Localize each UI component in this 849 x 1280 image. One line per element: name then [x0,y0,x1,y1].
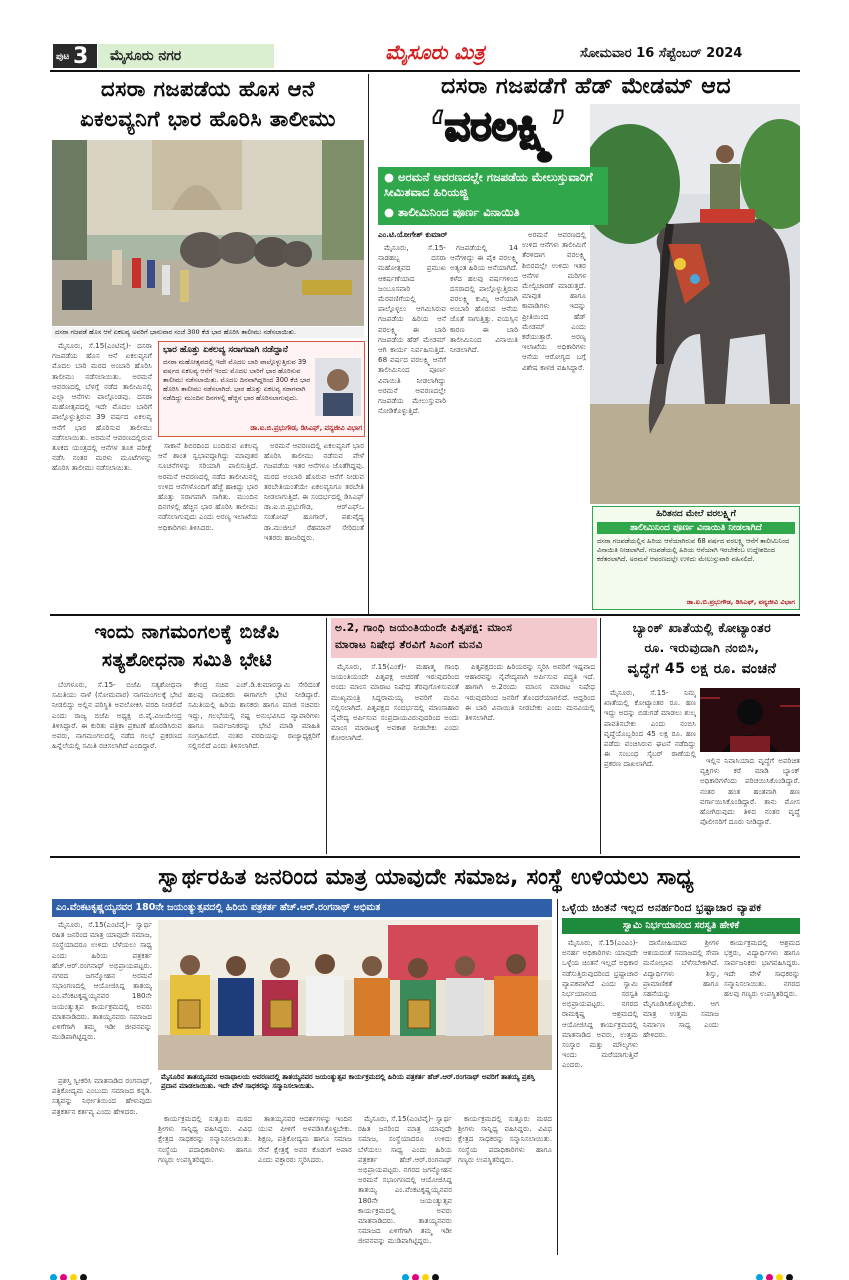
page-header [0,0,849,70]
story5-body-col1 [604,688,696,852]
story2-body-col3 [522,230,586,608]
story5-body-col2 [700,756,800,852]
story6-body-col1b [52,1076,152,1254]
story2-bullet2: ● ತಾಲೀಮಿನಿಂದ ಪೂರ್ಣ ವಿನಾಯಿತಿ [384,205,520,219]
story6-body-col3-text: ತಾತಯ್ಯನವರ ಆದರ್ಶಗಳನ್ನು ಇಂದಿನ ಯುವ ಪೀಳಿಗೆ ಅಳವಡಿಸಿಕೊಳ್ಳಬೇಕು. ಶಿಕ್ಷಣ, ಪತ್ರಿಕೋದ್ಯಮ ಹಾಗೂ ಸಮಾಜ ಸೇವೆ ಕ್ಷೇತ್ರಕ್ಕೆ ಅವರ ಕೊಡುಗೆ ಅಪಾರ ಎಂದು ವಕ್ತಾರರು ಸ್ಮರಿಸಿದರು. [258,1114,352,1164]
story1-quote-body: ದಸರಾ ಮಹೋತ್ಸವದಲ್ಲಿ ಇದೇ ಮೊದಲ ಬಾರಿ ಪಾಲ್ಗೊಳ್ಳುತ್ತಿರುವ 39 ವರ್ಷದ ಏಕಲವ್ಯ ಆನೆಗೆ ಇಂದು ಮೊದಲ ಬಾರಿಗೆ ಭಾರ ಹೊರಿಸುವ ತಾಲೀಮು ನಡೆಸಲಾಯಿತು. ಮೊದಲ ದಿನವಾಗಿದ್ದರಿಂದ 300 ಕೆಜಿ ಭಾರ ಹೊರಿಸಿ ತಾಲೀಮು ನಡೆಸಲಾಗಿದೆ. ಭಾರ ಹೊತ್ತು ಏಕಲವ್ಯ ಸರಾಗವಾಗಿ ನಡೆದಿದ್ದು ಮುಂದಿನ ದಿನಗಳಲ್ಲಿ ಹೆಚ್ಚಿನ ಭಾರ ಹೊರಿಸಲಾಗುವುದು. [163,358,311,402]
registration-dot [432,1274,439,1280]
header-rule [50,70,800,72]
story5-headline-line1: ಬ್ಯಾಂಕ್ ಖಾತೆಯಲ್ಲಿ ಕೋಟ್ಯಾಂತರ [632,620,772,635]
story1-quote-author: ಡಾ.ಐ.ಬಿ.ಪ್ರಭುಗೌಡ, ಡಿಸಿಎಫ್, ವನ್ಯಜೀವಿ ವಿಭಾಗ [250,424,362,432]
story6-body-col1-text: ಮೈಸೂರು, ಸೆ.15(ಎಂಟಿವೈ)- ಸ್ವಾರ್ಥ ರಹಿತ ಜನರಿಂದ ಮಾತ್ರ ಯಾವುದೇ ಸಮಾಜ, ಸಂಸ್ಥೆಯಾದರೂ ಉಳಿದು ಬೆಳೆಯಲು ಸಾಧ್ಯ ಎಂದು ಹಿರಿಯ ಪತ್ರಕರ್ತ ಹೆಚ್.ಆರ್.ರಂಗನಾಥ್ ಅಭಿಪ್ರಾಯಪಟ್ಟರು. ನಗರದ ಜಗನ್ಮೋಹನ ಅರಮನೆ ಸಭಾಂಗಣದಲ್ಲಿ ಆಯೋಜಿಸಿದ್ದ ತಾತಯ್ಯ ಎಂ.ವೆಂಕಟಕೃಷ್ಣಯ್ಯನವರ 180ನೇ ಜಯಂತ್ಯುತ್ಸವ ಕಾರ್ಯಕ್ರಮದಲ್ಲಿ ಅವರು ಮಾತನಾಡಿದರು. ತಾತಯ್ಯನವರು ಸಮಾಜದ ಏಳಿಗೆಗಾಗಿ ತಮ್ಮ ಇಡೀ ಜೀವನವನ್ನು ಮುಡಿಪಾಗಿಟ್ಟಿದ್ದರು. [52,920,152,1042]
story2-info-box [592,506,800,610]
story2-info-author: ಡಾ.ಐ.ಬಿ.ಪ್ರಭುಗೌಡ, ಡಿಸಿಎಫ್, ವನ್ಯಜೀವಿ ವಿಭಾಗ [686,598,795,606]
registration-dot [412,1274,419,1280]
section-label-box [98,44,274,68]
story1-photo-caption: ದಸರಾ ಗಜಪಡೆ ಹೊಸ ಆನೆ ಏಕಲವ್ಯ ಅವರಿಗೆ ಭಾನುವಾರ ಸಂಜೆ 300 ಕೆಜಿ ಭಾರ ಹೊರಿಸಿ ತಾಲೀಮು ನಡೆಸಲಾಯಿತು. [52,327,364,338]
story6-body-col1 [52,920,152,1072]
story7-body-col2-text: ದಾಸೋಹಿಯಾದ ಶ್ರೀಗಳ ಆಶಯದಂತೆ ಸಮಾಜದಲ್ಲಿ ಸೇವಾ ಮನೋಭಾವ ಬೆಳೆಸಬೇಕಾಗಿದೆ. ವಿದ್ಯಾರ್ಥಿಗಳು ಶಿಸ್ತು, ಪ್ರಾಮಾಣಿಕತೆ ಹಾಗೂ ಸಹನೆಯನ್ನು ಮೈಗೂಡಿಸಿಕೊಳ್ಳಬೇಕು. ಆಗ ಮಾತ್ರ ಉತ್ತಮ ಸಮಾಜ ನಿರ್ಮಾಣ ಸಾಧ್ಯ ಎಂದು ಹೇಳಿದರು. [643,938,719,1039]
story1-headline-line2: ಏಕಲವ್ಯನಿಗೆ ಭಾರ ಹೊರಿಸಿ ತಾಲೀಮು [80,107,336,131]
story6-body-col3 [258,1114,352,1254]
story1-body-col2-text: ಸಾಕಾನೆ ಶಿಬಿರದಿಂದ ಬಂದಿರುವ ಏಕಲವ್ಯ ಆನೆ ಶಾಂತ ಸ್ವಭಾವದ್ದಾಗಿದ್ದು ಮಾವುತರ ಸೂಚನೆಗಳನ್ನು ಸರಿಯಾಗಿ ಪಾಲಿಸುತ್ತಿದೆ. ಅರಮನೆ ಆವರಣದಲ್ಲಿ ನಡೆದ ತಾಲೀಮಿನಲ್ಲಿ ಉಳಿದ ಆನೆಗಳೊಂದಿಗೆ ಹೆಜ್ಜೆ ಹಾಕಿದ್ದು ಭಾರ ಹೊತ್ತು ಸರಾಗವಾಗಿ ಸಾಗಿತು. ಮುಂದಿನ ದಿನಗಳಲ್ಲಿ ಹೆಚ್ಚಿನ ಭಾರ ಹೊರಿಸಿ ತಾಲೀಮು ನಡೆಸಲಾಗುವುದು ಎಂದು ಅರಣ್ಯ ಇಲಾಖೆಯ ಅಧಿಕಾರಿಗಳು ತಿಳಿಸಿದರು. [158,441,258,532]
section-title: ಮೈಸೂರು ನಗರ [110,48,182,64]
award-ceremony-image [158,920,552,1070]
section-rule [50,614,800,616]
story6-body-col4-text: ಮೈಸೂರು, ಸೆ.15(ಎಂಟಿವೈ)- ಸ್ವಾರ್ಥ ರಹಿತ ಜನರಿಂದ ಮಾತ್ರ ಯಾವುದೇ ಸಮಾಜ, ಸಂಸ್ಥೆಯಾದರೂ ಉಳಿದು ಬೆಳೆಯಲು ಸಾಧ್ಯ ಎಂದು ಹಿರಿಯ ಪತ್ರಕರ್ತ ಹೆಚ್.ಆರ್.ರಂಗನಾಥ್ ಅಭಿಪ್ರಾಯಪಟ್ಟರು. ನಗರದ ಜಗನ್ಮೋಹನ ಅರಮನೆ ಸಭಾಂಗಣದಲ್ಲಿ ಆಯೋಜಿಸಿದ್ದ ತಾತಯ್ಯ ಎಂ.ವೆಂಕಟಕೃಷ್ಣಯ್ಯನವರ 180ನೇ ಜಯಂತ್ಯುತ್ಸವ ಕಾರ್ಯಕ್ರಮದಲ್ಲಿ ಅವರು ಮಾತನಾಡಿದರು. ತಾತಯ್ಯನವರು ಸಮಾಜದ ಏಳಿಗೆಗಾಗಿ ತಮ್ಮ ಇಡೀ ಜೀವನವನ್ನು ಮುಡಿಪಾಗಿಟ್ಟಿದ್ದರು. [358,1114,452,1246]
story2-body-col2 [450,243,518,608]
story2-info-title1: ಹಿರಿತನದ ಮೇಲೆ ವರಲಕ್ಷ್ಮಿಗೆ [656,509,736,519]
story4-body-col2-text: ಪಿತೃಪಕ್ಷದಂದು ಹಿರಿಯರನ್ನು ಸ್ಮರಿಸಿ ಅವರಿಗೆ ಇಷ್ಟವಾದ ಆಹಾರವನ್ನು ನೈವೇದ್ಯವಾಗಿ ಅರ್ಪಿಸುವ ಪದ್ಧತಿ ಇದೆ. ಹಾಗಾಗಿ ಅ.2ರಂದು ಮಾಂಸ ಮಾರಾಟ ನಿಷೇಧ ಇರುವುದರಿಂದ ಜನರಿಗೆ ತೊಂದರೆಯಾಗಲಿದೆ. ಆದ್ದರಿಂದ ಈ ಬಾರಿ ವಿನಾಯಿತಿ ನೀಡಬೇಕು ಎಂದು ಮನವಿಯಲ್ಲಿ ತಿಳಿಸಲಾಗಿದೆ. [465,662,595,723]
story5-headline-line3: ವೃದ್ಧೆಗೆ 45 ಲಕ್ಷ ರೂ. ವಂಚನೆ [627,661,777,677]
registration-marks-left [50,1266,110,1274]
story6-body-col5 [458,1114,552,1254]
registration-marks-right [756,1266,816,1274]
story4-body-col1-text: ಮೈಸೂರು, ಸೆ.15(ಎಂಕೆ)- ಮಹಾತ್ಮ ಗಾಂಧಿ ಜಯಂತಿಯಂದೇ ಪಿತೃಪಕ್ಷ ಆಚರಣೆ ಇರುವುದರಿಂದ ಅಂದು ಮಾಂಸ ಮಾರಾಟ ನಿಷೇಧ ತೆರವುಗೊಳಿಸುವಂತೆ ಮುಖ್ಯಮಂತ್ರಿ ಸಿದ್ದರಾಮಯ್ಯ ಅವರಿಗೆ ಮನವಿ ಸಲ್ಲಿಸಲಾಗಿದೆ. ಪಿತೃಪಕ್ಷದ ಸಂದರ್ಭದಲ್ಲಿ ಮಾಂಸಾಹಾರ ನೈವೇದ್ಯ ಅರ್ಪಿಸುವ ಸಂಪ್ರದಾಯವಿರುವುದರಿಂದ ಅಂದು ಮಾಂಸ ಮಾರಾಟಕ್ಕೆ ಅವಕಾಶ ನೀಡಬೇಕು ಎಂದು ಕೋರಲಾಗಿದೆ. [331,662,459,743]
story2-body-col3-text: ಅರಮನೆ ಆವರಣದಲ್ಲಿ ಉಳಿದ ಆನೆಗಳು ತಾಲೀಮಿಗೆ ತೆರಳಿದಾಗ ವರಲಕ್ಷ್ಮಿ ಶಿಬಿರದಲ್ಲೇ ಉಳಿದು ಇತರ ಆನೆಗಳ ಮರಿಗಳ ಮೇಲ್ವಿಚಾರಣೆ ಮಾಡುತ್ತದೆ. ಮಾವುತ ಹಾಗೂ ಕಾವಾಡಿಗಳು ಇದನ್ನು ಪ್ರೀತಿಯಿಂದ ಹೆಡ್ ಮೇಡಮ್ ಎಂದು ಕರೆಯುತ್ತಾರೆ. ಅರಣ್ಯ ಇಲಾಖೆಯ ಅಧಿಕಾರಿಗಳು ಆನೆಯ ಆರೋಗ್ಯದ ಬಗ್ಗೆ ವಿಶೇಷ ಕಾಳಜಿ ವಹಿಸಿದ್ದಾರೆ. [522,230,586,372]
story2-headline-prefix: ದಸರಾ ಗಜಪಡೆಗೆ ಹೆಡ್ ಮೇಡಮ್ ಆದ [440,74,732,99]
story3-headline-line2: ಸತ್ಯಶೋಧನಾ ಸಮಿತಿ ಭೇಟಿ [101,649,273,671]
masthead-logo: ಮೈಸೂರು ಮಿತ್ರ [385,40,485,64]
story1-body-col2 [158,441,258,611]
story7-body-col1-text: ಮೈಸೂರು, ಸೆ.15(ಎಂಎಂ)- ಅನರ್ಹ ಅಧಿಕಾರಿಗಳು ಯಾವುದೇ ಒಳ್ಳೆಯ ಚಿಂತನೆ ಇಲ್ಲದೆ ಅಧಿಕಾರ ನಡೆಸುತ್ತಿರುವುದರಿಂದ ಭ್ರಷ್ಟಾಚಾರ ವ್ಯಾಪಕವಾಗಿದೆ ಎಂದು ಸ್ವಾಮಿ ನಿರ್ಭಯಾನಂದ ಸರಸ್ವತಿ ಅಭಿಪ್ರಾಯಪಟ್ಟರು. ನಗರದ ರಾಮಕೃಷ್ಣ ಆಶ್ರಮದಲ್ಲಿ ಆಯೋಜಿಸಿದ್ದ ಕಾರ್ಯಕ್ರಮದಲ್ಲಿ ಮಾತನಾಡಿದ ಅವರು, ಉತ್ತಮ ಸಂಸ್ಕಾರ ಮತ್ತು ಮೌಲ್ಯಗಳು ಇಂದು ಮರೆಯಾಗುತ್ತಿವೆ ಎಂದರು. [562,938,638,1070]
story1-headline-line1: ದಸರಾ ಗಜಪಡೆಯ ಹೊಸ ಆನೆ [101,77,315,101]
story6-body-col2 [158,1114,252,1254]
story2-info-title2: ತಾಲೀಮಿನಿಂದ ಪೂರ್ಣ ವಿನಾಯಿತಿ ನೀಡಲಾಗಿದೆ [597,522,795,534]
story1-quote-box [158,341,365,437]
story1-headline [52,74,364,138]
story1-quote-title: ಭಾರ ಹೊತ್ತು ಏಕಲವ್ಯ ಸರಾಗವಾಗಿ ನಡೆದ್ದಾನೆ [163,345,288,355]
story3-headline-line1: ಇಂದು ನಾಗಮಂಗಲಕ್ಕೆ ಬಿಜೆಪಿ [94,621,280,643]
story7-body-col3-text: ಕಾರ್ಯಕ್ರಮದಲ್ಲಿ ಆಶ್ರಮದ ಭಕ್ತರು, ವಿದ್ಯಾರ್ಥಿಗಳು ಹಾಗೂ ಸಾರ್ವಜನಿಕರು ಭಾಗವಹಿಸಿದ್ದರು. ಇದೇ ವೇಳೆ ಸಾಧಕರನ್ನು ಸನ್ಮಾನಿಸಲಾಯಿತು. ನಗರದ ಹಲವು ಗಣ್ಯರು ಉಪಸ್ಥಿತರಿದ್ದರು. [724,938,800,999]
story4-body-col2 [465,662,595,852]
story3-body-col1 [52,680,182,852]
registration-dot [756,1274,763,1280]
story5-headline-line2: ರೂ. ಇರುವುದಾಗಿ ನಂಬಿಸಿ, [644,640,760,655]
story2-body-col1-text: ಮೈಸೂರು, ಸೆ.15- ನಾಡಹಬ್ಬ ದಸರಾ ಮಹೋತ್ಸವದ ಪ್ರಮುಖ ಆಕರ್ಷಣೆಯಾದ ಜಂಬೂಸವಾರಿ ಮೆರವಣಿಗೆಯಲ್ಲಿ ಪಾಲ್ಗೊಳ್ಳಲು ಆಗಮಿಸಿರುವ ಗಜಪಡೆಯ ಹಿರಿಯ ಆನೆ ವರಲಕ್ಷ್ಮಿ ಈ ಬಾರಿ ಗಜಪಡೆಯ ಹೆಡ್ ಮೇಡಮ್ ಆಗಿ ಕಾರ್ಯ ನಿರ್ವಹಿಸುತ್ತಿದೆ. 68 ವರ್ಷದ ವರಲಕ್ಷ್ಮಿ ಆನೆಗೆ ತಾಲೀಮಿನಿಂದ ಪೂರ್ಣ ವಿನಾಯಿತಿ ನೀಡಲಾಗಿದ್ದು ಅರಮನೆ ಆವರಣದಲ್ಲೇ ಗಜಪಡೆಯ ಮೇಲುಸ್ತುವಾರಿ ನೋಡಿಕೊಳ್ಳುತ್ತಿದೆ. [378,243,446,416]
official-portrait-image [315,358,361,416]
dateline: ಸೋಮವಾರ 16 ಸೆಪ್ಟೆಂಬರ್ 2024 [580,46,743,61]
story2-bullet-box [378,167,608,225]
story2-headline-name: ‘ವರಲಕ್ಷ್ಮಿ’ [429,104,567,150]
registration-marks-center [402,1266,462,1274]
story7-body-col2 [643,938,719,1254]
page-label: ಪುಟ [56,52,70,62]
story1-photo [52,140,364,326]
story4-body-col1 [331,662,459,852]
story4-headline-line2: ಮಾರಾಟ ನಿಷೇಧ ತೆರವಿಗೆ ಸಿಎಂಗೆ ಮನವಿ [335,639,483,651]
story2-info-body: ದಸರಾ ಗಜಪಡೆಯಲ್ಲಿನ ಹಿರಿಯ ಆನೆಯಾಗಿರುವ 68 ವರ್ಷದ ವರಲಕ್ಷ್ಮಿ ಆನೆಗೆ ತಾಲೀಮಿನಿಂದ ವಿನಾಯಿತಿ ನೀಡಲಾಗಿದೆ. ಗಜಪಡೆಯಲ್ಲಿ ಹಿರಿಯ ಆನೆಯಾಗಿ ಇರಬೇಕೆಂಬ ಉದ್ದೇಶದಿಂದ ಕರೆತರಲಾಗಿದೆ. ಅರಮನೆ ಆವರಣದಲ್ಲೇ ಉಳಿದು ಮೇಲುಸ್ತುವಾರಿ ವಹಿಸಲಿದೆ. [597,537,790,563]
registration-dot [80,1274,87,1280]
story2-body-col1 [378,243,446,608]
registration-dot [422,1274,429,1280]
registration-dot [60,1274,67,1280]
story7-subhead: ಸ್ವಾಮಿ ನಿರ್ಭಯಾನಂದ ಸರಸ್ವತಿ ಹೇಳಿಕೆ [562,918,800,934]
registration-dot [70,1274,77,1280]
story1-body-col1 [52,341,152,611]
story6-body-col1b-text: ಪ್ರಶಸ್ತಿ ಸ್ವೀಕರಿಸಿ ಮಾತನಾಡಿದ ರಂಗನಾಥ್, ಪತ್ರಿಕೋದ್ಯಮ ಎಂಬುದು ಸಮಾಜದ ಕನ್ನಡಿ. ಸತ್ಯವನ್ನು ನಿರ್ಭೀತಿಯಿಂದ ಹೇಳುವುದು ಪತ್ರಕರ್ತನ ಕರ್ತವ್ಯ ಎಂದು ಹೇಳಿದರು. [52,1076,152,1116]
story2-bullet1: ● ಅರಮನೆ ಆವರಣದಲ್ಲೇ ಗಜಪಡೆಯ ಮೇಲುಸ್ತುವಾರಿಗೆ ಸೀಮಿತವಾದ ಹಿರಿಯಜ್ಜಿ [384,170,593,199]
registration-dot [402,1274,409,1280]
story7-headline: ಒಳ್ಳೆಯ ಚಿಂತನೆ ಇಲ್ಲದ ಅನರ್ಹರಿಂದ ಭ್ರಷ್ಟಾಚಾರ ವ್ಯಾಪಕ [562,902,762,914]
story6-photo [158,920,552,1070]
page-number: 3 [73,44,89,69]
varalakshmi-elephant-image [590,104,800,504]
story6-headline: ಸ್ವಾರ್ಥರಹಿತ ಜನರಿಂದ ಮಾತ್ರ ಯಾವುದೇ ಸಮಾಜ, ಸಂಸ್ಥೆ ಉಳಿಯಲು ಸಾಧ್ಯ [158,865,694,890]
story5-body-col1-text: ಮೈಸೂರು, ಸೆ.15- ನಿಮ್ಮ ಖಾತೆಯಲ್ಲಿ ಕೋಟ್ಯಾಂತರ ರೂ. ಹಣ ಇದ್ದು ಅದನ್ನು ಬಿಡುಗಡೆ ಮಾಡಲು ಶುಲ್ಕ ಪಾವತಿಸಬೇಕು ಎಂದು ನಂಬಿಸಿ ವೃದ್ಧೆಯೊಬ್ಬರಿಂದ 45 ಲಕ್ಷ ರೂ. ಹಣ ಪಡೆದು ವಂಚಿಸಿರುವ ಘಟನೆ ನಡೆದಿದ್ದು ಈ ಸಂಬಂಧ ಸೈಬರ್ ಠಾಣೆಯಲ್ಲಿ ಪ್ರಕರಣ ದಾಖಲಾಗಿದೆ. [604,688,696,769]
story6-strip: ಎಂ.ವೆಂಕಟಕೃಷ್ಣಯ್ಯನವರ 180ನೇ ಜಯಂತ್ಯುತ್ಸವದಲ್ಲಿ ಹಿರಿಯ ಪತ್ರಕರ್ತ ಹೆಚ್.ಆರ್.ರಂಗನಾಥ್ ಅಭಿಮತ [52,899,552,917]
story1-body-col3 [264,441,364,611]
story6-body-col4 [358,1114,452,1254]
story7-body-col1 [562,938,638,1254]
section-rule [50,856,800,858]
registration-dot [766,1274,773,1280]
column-divider [557,899,558,1255]
column-divider [600,618,601,854]
story1-body-col1-text: ಮೈಸೂರು, ಸೆ.15(ಎಂಟಿವೈ)- ದಸರಾ ಗಜಪಡೆಯ ಹೊಸ ಆನೆ ಏಕಲವ್ಯನಿಗೆ ಮೊದಲ ಬಾರಿ ಮರದ ಅಂಬಾರಿ ಹೊರಿಸಿ ತಾಲೀಮು ನಡೆಸಲಾಯಿತು. ಅರಮನೆ ಆವರಣದಲ್ಲಿ ಬೆಳಗ್ಗೆ ನಡೆದ ತಾಲೀಮಿನಲ್ಲಿ ಎಲ್ಲಾ ಆನೆಗಳು ಪಾಲ್ಗೊಂಡವು. ದಸರಾ ಮಹೋತ್ಸವದಲ್ಲಿ ಇದೇ ಮೊದಲ ಬಾರಿಗೆ ಪಾಲ್ಗೊಳ್ಳುತ್ತಿರುವ 39 ವರ್ಷದ ಏಕಲವ್ಯ ಆನೆಗೆ ಭಾರ ಹೊರಿಸುವ ತಾಲೀಮು ನಡೆಸಲಾಯಿತು. ಅರಮನೆ ಆವರಣದಲ್ಲಿರುವ ತೂಕದ ಯಂತ್ರದಲ್ಲಿ ಆನೆಗಳ ತೂಕ ಪರೀಕ್ಷೆ ನಡೆಸಿ ನಂತರ ಮರಳು ಮೂಟೆಗಳನ್ನು ಹೊರಿಸಿ ತಾಲೀಮು ನಡೆಸಲಾಯಿತು. [52,341,152,473]
registration-dot [776,1274,783,1280]
story3-headline [52,618,322,676]
story2-photo [590,104,800,504]
registration-dot [50,1274,57,1280]
story1-body-col3-text: ಅರಮನೆ ಆವರಣದಲ್ಲಿ ಏಕಲವ್ಯನಿಗೆ ಭಾರ ಹೊರಿಸಿ ತಾಲೀಮು ನಡೆಸುವ ವೇಳೆ ಗಜಪಡೆಯ ಇತರ ಆನೆಗಳೂ ಜೊತೆಗಿದ್ದವು. ಮರದ ಅಂಬಾರಿ ಹೊರುವ ಆನೆಗೆ ನೀಡುವ ತರಬೇತಿಯಂತೆಯೇ ಏಕಲವ್ಯನಿಗೂ ತರಬೇತಿ ನೀಡಲಾಗುತ್ತಿದೆ. ಈ ಸಂದರ್ಭದಲ್ಲಿ ಡಿಸಿಎಫ್ ಡಾ.ಐ.ಬಿ.ಪ್ರಭುಗೌಡ, ಆರ್‌ಎಫ್‌ಒ ಸಂತೋಷ್ ಹೂಗಾರ್, ಪಶುವೈದ್ಯ ಡಾ.ಮುಜೀಬ್ ರೆಹಮಾನ್ ಸೇರಿದಂತೆ ಇತರರು ಹಾಜರಿದ್ದರು. [264,441,364,542]
story5-photo [700,688,800,752]
story3-body-col2 [188,680,320,852]
story5-headline [604,618,800,684]
story6-photo-caption: ಮೈಸೂರಿನ ತಾತಯ್ಯನವರ ಅನಾಥಾಲಯ ಅವರಣದಲ್ಲಿ ತಾತಯ್ಯನವರ ಜಯಂತ್ಯುತ್ಸವ ಕಾರ್ಯಕ್ರಮದಲ್ಲಿ ಹಿರಿಯ ಪತ್ರಕರ್ತ ಹೆಚ್.ಆರ್.ರಂಗನಾಥ್ ಅವರಿಗೆ ತಾತಯ್ಯ ಪ್ರಶಸ್ತಿ ಪ್ರದಾನ ಮಾಡಲಾಯಿತು. ಇದೇ ವೇಳೆ ಸಾಧಕರನ್ನು ಸನ್ಮಾನಿಸಲಾಯಿತು. [158,1072,552,1110]
story5-body-col2-text: ಇಲ್ಲಿನ ನಿವಾಸಿಯಾದ ವೃದ್ಧೆಗೆ ಅಪರಿಚಿತ ವ್ಯಕ್ತಿಗಳು ಕರೆ ಮಾಡಿ ಬ್ಯಾಂಕ್ ಅಧಿಕಾರಿಗಳೆಂದು ಪರಿಚಯಿಸಿಕೊಂಡಿದ್ದಾರೆ. ನಂತರ ಹಂತ ಹಂತವಾಗಿ ಹಣ ವರ್ಗಾಯಿಸಿಕೊಂಡಿದ್ದಾರೆ. ತಾನು ಮೋಸ ಹೋಗಿರುವುದು ತಿಳಿದ ನಂತರ ವೃದ್ಧೆ ಪೊಲೀಸರಿಗೆ ದೂರು ನೀಡಿದ್ದಾರೆ. [700,756,800,827]
hacker-image [700,688,800,752]
story6-body-col5-text: ಕಾರ್ಯಕ್ರಮದಲ್ಲಿ ಸುತ್ತೂರು ಮಠದ ಶ್ರೀಗಳು ಸಾನ್ನಿಧ್ಯ ವಹಿಸಿದ್ದರು. ವಿವಿಧ ಕ್ಷೇತ್ರದ ಸಾಧಕರನ್ನು ಸನ್ಮಾನಿಸಲಾಯಿತು. ಸಂಸ್ಥೆಯ ಪದಾಧಿಕಾರಿಗಳು ಹಾಗೂ ಗಣ್ಯರು ಉಪಸ್ಥಿತರಿದ್ದರು. [458,1114,552,1164]
story3-body-col1-text: ಬೆಂಗಳೂರು, ಸೆ.15- ಬಿಜೆಪಿ ಸತ್ಯಶೋಧನಾ ಸಮಿತಿಯು ನಾಳೆ (ಸೋಮವಾರ) ನಾಗಮಂಗಲಕ್ಕೆ ಭೇಟಿ ನೀಡಲಿದ್ದು ಅಲ್ಲಿನ ಪರಿಸ್ಥಿತಿ ಅವಲೋಕಿಸಿ ವರದಿ ನೀಡಲಿದೆ ಎಂದು ರಾಜ್ಯ ಬಿಜೆಪಿ ಅಧ್ಯಕ್ಷ ಬಿ.ವೈ.ವಿಜಯೇಂದ್ರ ತಿಳಿಸಿದ್ದಾರೆ. ಈ ಕುರಿತು ಪತ್ರಿಕಾ ಪ್ರಕಟಣೆ ಹೊರಡಿಸಿರುವ ಅವರು, ನಾಗಮಂಗಲದಲ್ಲಿ ನಡೆದ ಗಲಭೆ ಪ್ರಕರಣದ ಹಿನ್ನೆಲೆಯಲ್ಲಿ ಸಮಿತಿ ರಚಿಸಲಾಗಿದೆ ಎಂದಿದ್ದಾರೆ. [52,680,182,751]
registration-dot [786,1274,793,1280]
elephants-procession-image [52,140,364,326]
page-number-box [53,44,97,68]
column-divider [368,74,369,614]
story6-body-col2-text: ಕಾರ್ಯಕ್ರಮದಲ್ಲಿ ಸುತ್ತೂರು ಮಠದ ಶ್ರೀಗಳು ಸಾನ್ನಿಧ್ಯ ವಹಿಸಿದ್ದರು. ವಿವಿಧ ಕ್ಷೇತ್ರದ ಸಾಧಕರನ್ನು ಸನ್ಮಾನಿಸಲಾಯಿತು. ಸಂಸ್ಥೆಯ ಪದಾಧಿಕಾರಿಗಳು ಹಾಗೂ ಗಣ್ಯರು ಉಪಸ್ಥಿತರಿದ್ದರು. [158,1114,252,1164]
story3-body-col2-text: ಕೇಂದ್ರ ಸಚಿವ ಎಚ್.ಡಿ.ಕುಮಾರಸ್ವಾಮಿ ಸೇರಿದಂತೆ ಹಲವು ನಾಯಕರು ಈಗಾಗಲೇ ಭೇಟಿ ನೀಡಿದ್ದಾರೆ. ಸಮಿತಿಯಲ್ಲಿ ಹಿರಿಯ ಶಾಸಕರು ಹಾಗೂ ಮಾಜಿ ಸಚಿವರು ಇದ್ದು, ಗಲಭೆಯಲ್ಲಿ ನಷ್ಟ ಅನುಭವಿಸಿದ ವ್ಯಾಪಾರಿಗಳು ಹಾಗೂ ಸಾರ್ವಜನಿಕರನ್ನು ಭೇಟಿ ಮಾಡಿ ಮಾಹಿತಿ ಸಂಗ್ರಹಿಸಲಿದೆ. ನಂತರ ವರದಿಯನ್ನು ರಾಜ್ಯಾಧ್ಯಕ್ಷರಿಗೆ ಸಲ್ಲಿಸಲಿದೆ ಎಂದು ತಿಳಿಸಲಾಗಿದೆ. [188,680,320,751]
story4-headline [331,618,597,658]
story1-quote-photo [315,358,361,416]
column-divider [326,618,327,854]
story7-body-col3 [724,938,800,1254]
story2-body-col2-text: ಗಜಪಡೆಯಲ್ಲಿ 14 ಆನೆಗಳಿದ್ದು ಈ ಪೈಕಿ ವರಲಕ್ಷ್ಮಿ ಅತ್ಯಂತ ಹಿರಿಯ ಆನೆಯಾಗಿದೆ. ಕಳೆದ ಹಲವು ವರ್ಷಗಳಿಂದ ದಸರಾದಲ್ಲಿ ಪಾಲ್ಗೊಳ್ಳುತ್ತಿರುವ ವರಲಕ್ಷ್ಮಿ ಕುಮ್ಕಿ ಆನೆಯಾಗಿ ಅಂಬಾರಿ ಹೊರುವ ಆನೆಯ ಜೊತೆ ಸಾಗುತ್ತಿತ್ತು. ವಯಸ್ಸಿನ ಕಾರಣ ಈ ಬಾರಿ ತಾಲೀಮಿನಿಂದ ವಿನಾಯಿತಿ ನೀಡಲಾಗಿದೆ. [450,243,518,355]
story2-byline: ಎಂ.ಟಿ.ಯೋಗೇಶ್ ಕುಮಾರ್ [378,230,448,239]
story4-headline-line1: ಅ.2, ಗಾಂಧಿ ಜಯಂತಿಯಂದೇ ಪಿತೃಪಕ್ಷ: ಮಾಂಸ [335,622,513,634]
